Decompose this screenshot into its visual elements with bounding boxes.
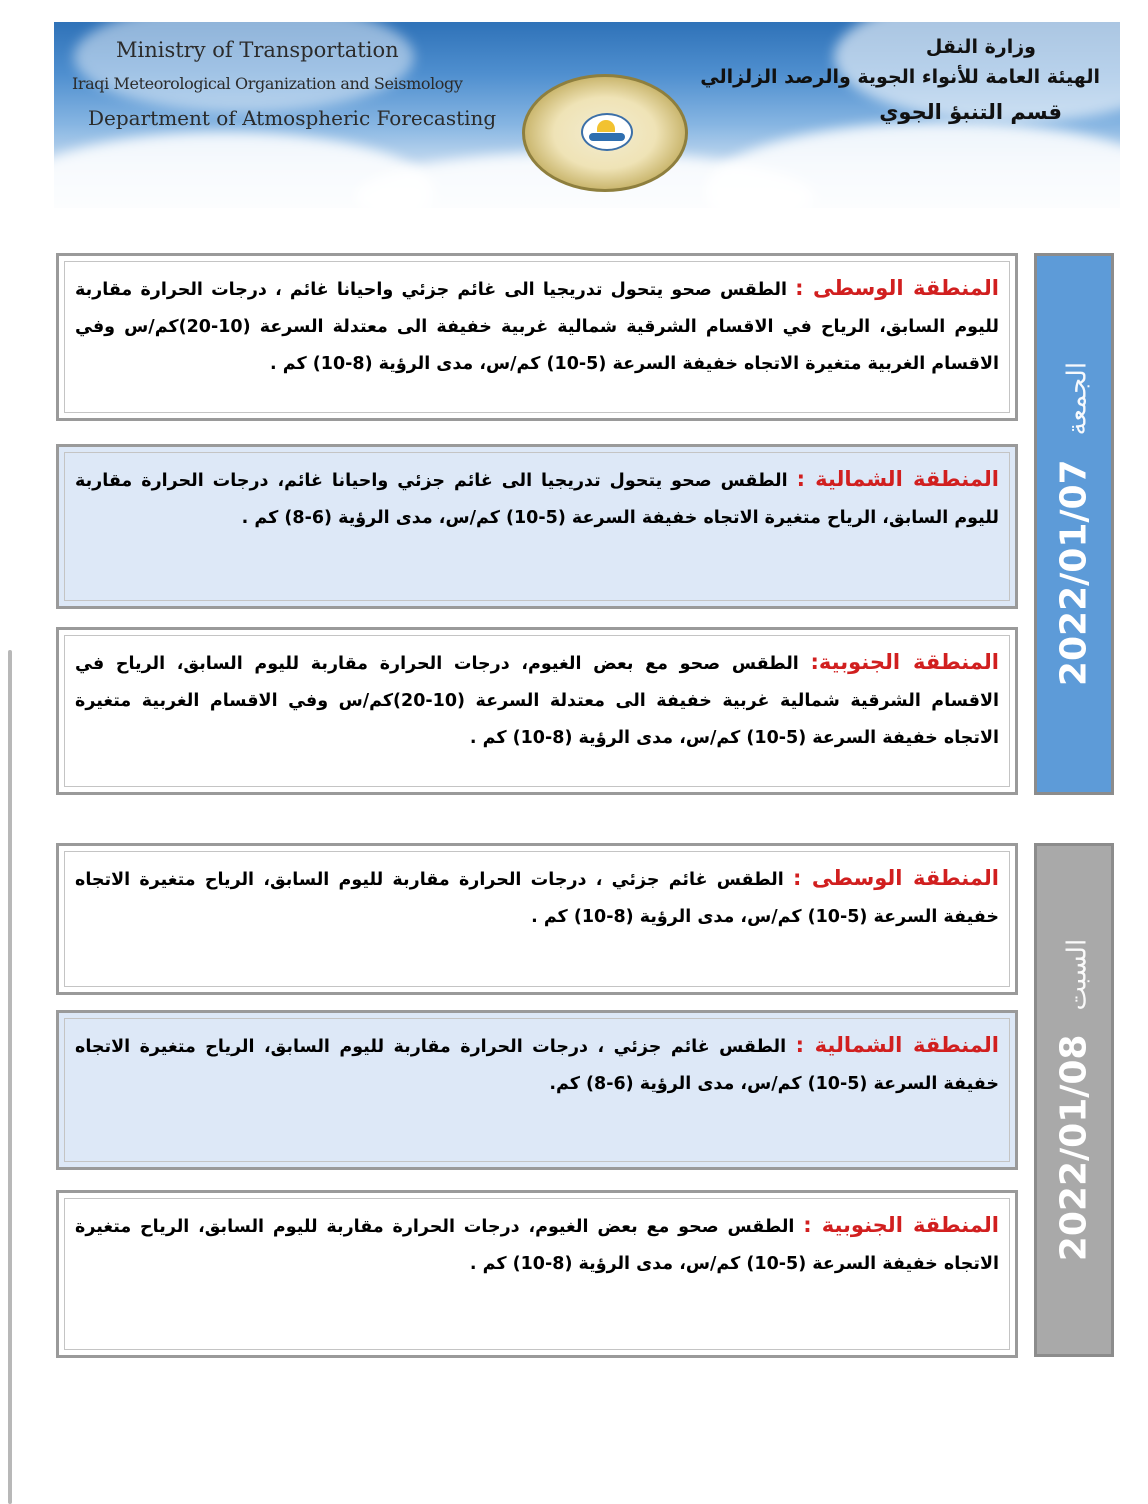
forecast-body: الطقس صحو مع بعض الغيوم، درجات الحرارة مقاربة لليوم السابق، الرياح في الاقسام الشرقية شمالية غربية خفيفة الى معتدلة السرعة (10-20)كم/س وفي الاقسام الغربية متغيرة الاتجاه خفيفة السرعة (5-10) كم/س، مدى الرؤية (8-10) كم . (75, 654, 1000, 748)
date-text: 2022/01/07 (1053, 459, 1095, 687)
scrollbar[interactable] (8, 650, 12, 1504)
date-label-day1 (1054, 362, 1095, 686)
forecast-body: الطقس غائم جزئي ، درجات الحرارة مقاربة لليوم السابق، الرياح متغيرة الاتجاه خفيفة السرعة (5-10) كم/س، مدى الرؤية (6-8) كم. (75, 1037, 999, 1094)
date-panel-day2 (1034, 843, 1114, 1357)
weather-logo-icon (581, 113, 633, 151)
organization-logo (522, 74, 688, 192)
header-banner (54, 22, 1120, 208)
region-label: المنطقة الشمالية : (795, 1033, 1000, 1057)
region-label: المنطقة الجنوبية: (810, 650, 1000, 674)
forecast-body: الطقس صحو مع بعض الغيوم، درجات الحرارة مقاربة لليوم السابق، الرياح متغيرة الاتجاه خفيفة السرعة (5-10) كم/س، مدى الرؤية (8-10) كم . (75, 1217, 999, 1274)
forecast-box-south-day1 (56, 627, 1018, 795)
department-name-ar: قسم التنبؤ الجوي (879, 100, 1062, 124)
forecast-text (75, 461, 999, 537)
forecast-body: الطقس صحو يتحول تدريجيا الى غائم جزئي واحيانا غائم، درجات الحرارة مقاربة لليوم السابق، الرياح متغيرة الاتجاه خفيفة السرعة (5-10) كم/س، مدى الرؤية (6-8) كم . (75, 471, 999, 528)
region-label: المنطقة الوسطى : (795, 276, 999, 300)
date-label-day2 (1054, 939, 1095, 1261)
forecast-text (75, 270, 999, 383)
department-name-en: Department of Atmospheric Forecasting (88, 106, 497, 130)
forecast-box-central-day2 (56, 843, 1018, 995)
forecast-text (75, 1207, 999, 1283)
ministry-name-ar: وزارة النقل (925, 36, 1036, 58)
day-name: الجمعة (1062, 361, 1093, 436)
day-name: السبت (1062, 938, 1093, 1011)
forecast-box-central-day1 (56, 253, 1018, 421)
region-label: المنطقة الجنوبية : (803, 1213, 999, 1237)
organization-name-en: Iraqi Meteorological Organization and Seismology (72, 74, 463, 93)
date-text: 2022/01/08 (1053, 1034, 1095, 1262)
forecast-text (75, 860, 999, 936)
date-panel-day1 (1034, 253, 1114, 795)
forecast-body: الطقس غائم جزئي ، درجات الحرارة مقاربة لليوم السابق، الرياح متغيرة الاتجاه خفيفة السرعة (5-10) كم/س، مدى الرؤية (8-10) كم . (75, 870, 999, 927)
region-label: المنطقة الوسطى : (793, 866, 999, 890)
ministry-name-en: Ministry of Transportation (116, 38, 399, 62)
forecast-box-south-day2 (56, 1190, 1018, 1358)
organization-name-ar: الهيئة العامة للأنواء الجوية والرصد الزلزالي (700, 66, 1100, 88)
forecast-body: الطقس صحو يتحول تدريجيا الى غائم جزئي واحيانا غائم ، درجات الحرارة مقاربة لليوم السابق، الرياح في الاقسام الشرقية شمالية غربية خفيفة الى معتدلة السرعة (10-20)كم/س وفي الاقسام الغربية متغيرة الاتجاه خفيفة السرعة (5-10) كم/س، مدى الرؤية (8-10) كم . (75, 280, 999, 374)
forecast-box-north-day1 (56, 444, 1018, 609)
forecast-box-north-day2 (56, 1010, 1018, 1170)
region-label: المنطقة الشمالية : (796, 467, 1000, 491)
forecast-text (75, 1027, 999, 1103)
forecast-text (75, 644, 999, 757)
